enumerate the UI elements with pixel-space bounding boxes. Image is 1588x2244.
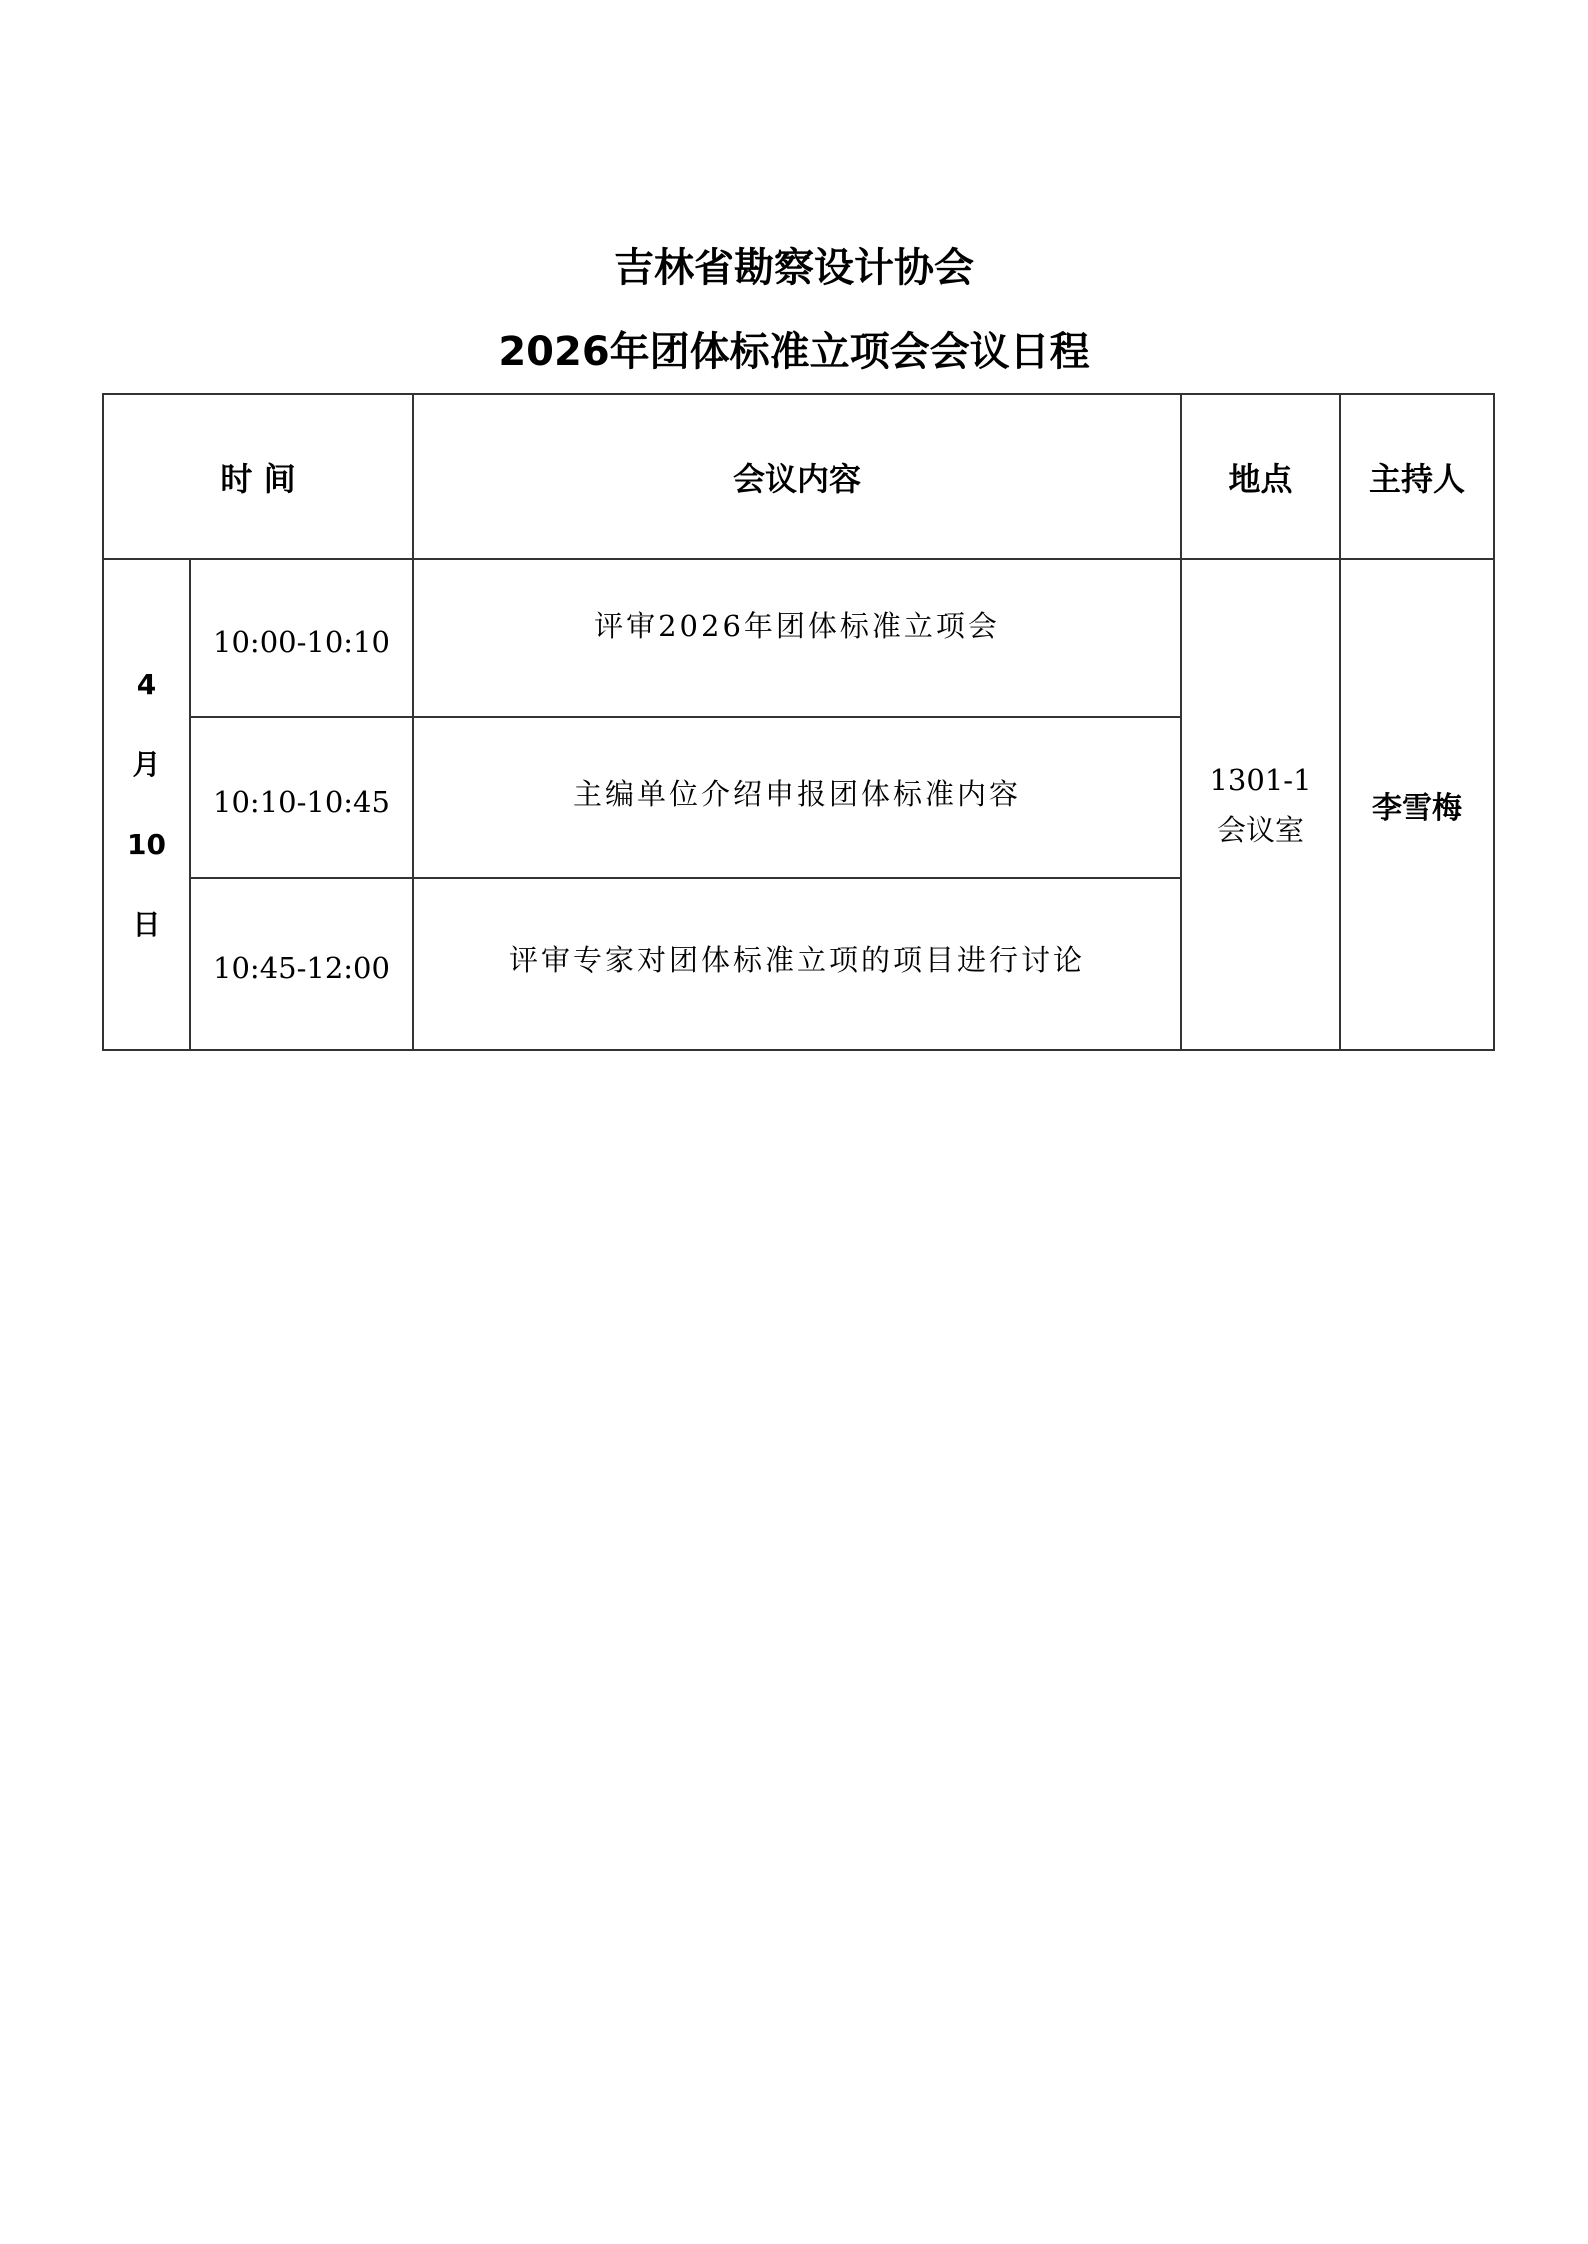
content-cell: 评审专家对团体标准立项的项目进行讨论 bbox=[413, 878, 1181, 1050]
header-host: 主持人 bbox=[1340, 394, 1494, 559]
date-cell bbox=[103, 559, 190, 1050]
time-cell: 10:00-10:10 bbox=[190, 559, 413, 717]
date-day: 10 bbox=[127, 827, 166, 861]
time-cell: 10:10-10:45 bbox=[190, 717, 413, 878]
table-row bbox=[103, 559, 1494, 717]
location-room: 1301-1 bbox=[1209, 762, 1312, 797]
document-subtitle: 2026年团体标准立项会会议日程 bbox=[498, 329, 1090, 375]
location-cell bbox=[1181, 559, 1340, 1050]
date-month: 4 bbox=[136, 667, 157, 701]
host-cell: 李雪梅 bbox=[1340, 559, 1494, 1050]
date-month-char: 月 bbox=[132, 747, 161, 781]
header-row bbox=[103, 394, 1494, 559]
time-cell: 10:45-12:00 bbox=[190, 878, 413, 1050]
content-cell: 主编单位介绍申报团体标准内容 bbox=[413, 717, 1181, 878]
schedule-table bbox=[102, 393, 1495, 1051]
date-day-char: 日 bbox=[132, 907, 161, 941]
document-title: 吉林省勘察设计协会 bbox=[614, 245, 974, 291]
content-cell: 评审2026年团体标准立项会 bbox=[413, 559, 1181, 717]
header-time: 时 间 bbox=[103, 394, 413, 559]
header-content: 会议内容 bbox=[413, 394, 1181, 559]
location-room-label: 会议室 bbox=[1216, 812, 1304, 847]
header-location: 地点 bbox=[1181, 394, 1340, 559]
